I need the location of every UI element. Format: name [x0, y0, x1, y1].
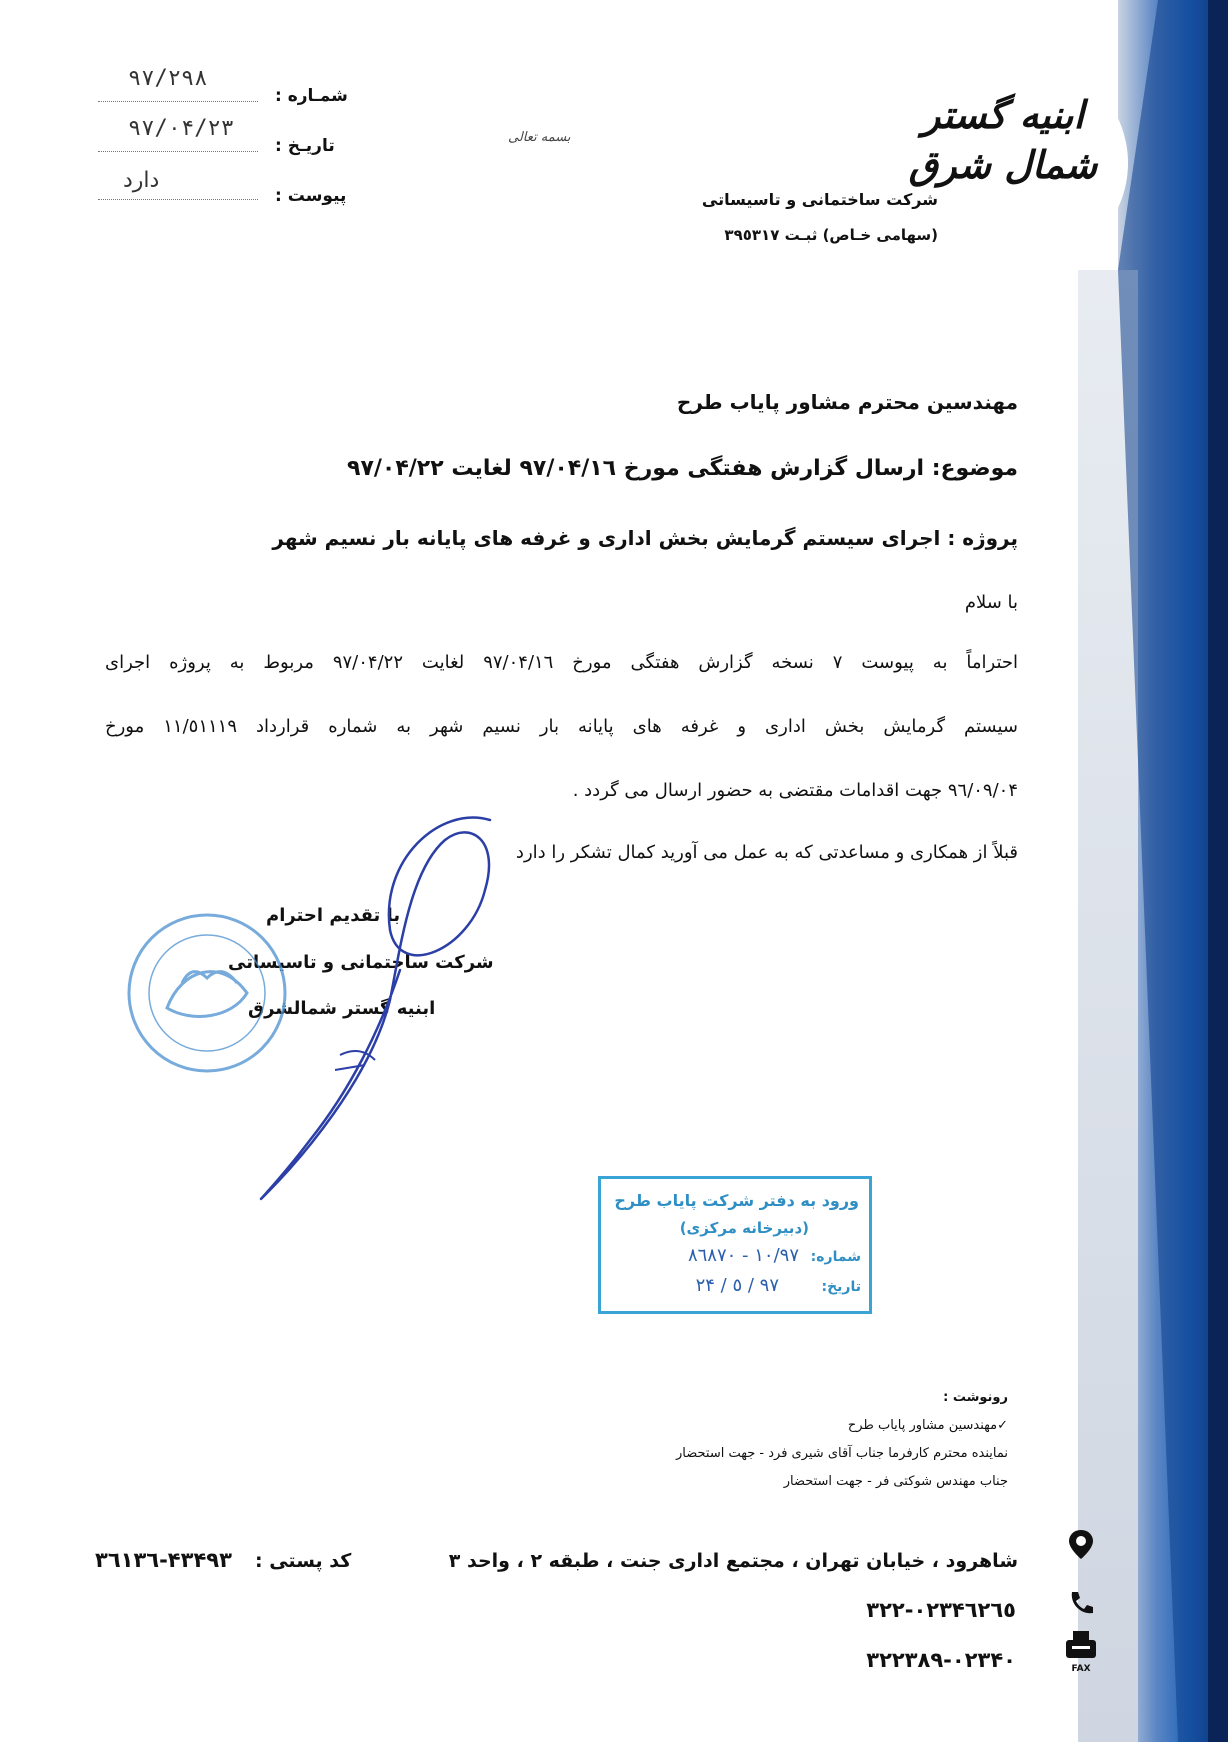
closing: با تقدیم احترام	[266, 905, 401, 926]
postal-value: ٣٦١٣٦-۴٣۴٩٣	[95, 1548, 232, 1572]
postal-label: کد پستی :	[255, 1550, 352, 1572]
body-line-2: سیستم گرمایش بخش اداری و غرفه های پایانه بار نسیم شهر به شماره قرارداد ١١/٥١١١٩ مورخ	[105, 716, 1018, 737]
sign-name: ابنیه گستر شمالشرق	[248, 998, 436, 1019]
stamp-number-label: شماره:	[810, 1249, 861, 1265]
date-label: تاریـخ :	[275, 136, 335, 156]
stamp-subtitle: (دبیرخانه مرکزی)	[679, 1219, 809, 1237]
fax-icon-label: FAX	[1071, 1664, 1091, 1674]
basmala: بسمه تعالی	[508, 130, 571, 145]
recipient: مهندسین محترم مشاور پایاب طرح	[676, 390, 1018, 414]
footer-fax: ٠٢٣-٣٢٢٣٨٩۴٠	[866, 1648, 1016, 1672]
attachment-dots	[98, 198, 258, 200]
stamp-number-value: ١٠/٩٧ - ٨٦٨٧٠	[687, 1245, 799, 1266]
attachment-label: پیوست :	[275, 186, 347, 206]
date-value: ٩٧/٠۴/٢٣	[128, 116, 234, 141]
cc-label: رونوشت :	[943, 1390, 1008, 1405]
fax-icon	[1064, 1630, 1098, 1674]
stamp-date-value: ٩٧ / ٥ / ٢۴	[695, 1275, 779, 1296]
signature	[240, 800, 520, 1220]
stamp-title: ورود به دفتر شرکت پایاب طرح	[614, 1191, 859, 1210]
thanks-line: قبلاً از همکاری و مساعدتی که به عمل می آورید کمال تشکر را دارد	[515, 842, 1018, 863]
attachment-value: دارد	[123, 168, 160, 193]
subject: موضوع: ارسال گزارش هفتگی مورخ ٩٧/٠۴/١٦ لغایت ٩٧/٠۴/٢٢	[347, 456, 1018, 481]
footer-address: شاهرود ، خیابان تهران ، مجتمع اداری جنت ، طبقه ٢ ، واحد ٣	[448, 1550, 1018, 1572]
sign-company: شرکت ساختمانی و تاسیساتی	[228, 952, 494, 973]
receipt-stamp	[598, 1176, 872, 1314]
cc-line-3: جناب مهندس شوکتی فر - جهت استحضار	[783, 1474, 1008, 1489]
body-line-3: ٩٦/٠٩/٠۴ جهت اقدامات مقتضی به حضور ارسال می گردد .	[572, 780, 1018, 801]
date-dots	[98, 150, 258, 152]
company-type: شرکت ساختمانی و تاسیساتی	[701, 190, 938, 209]
cc-line-1: ✓مهندسین مشاور پایاب طرح	[847, 1418, 1008, 1433]
company-logo: ابنیه گستر شمال شرق	[908, 92, 1098, 187]
project: پروژه : اجرای سیستم گرمایش بخش اداری و غرفه های پایانه بار نسیم شهر	[272, 526, 1018, 550]
greeting: با سلام	[964, 592, 1018, 613]
number-value: ٩٧/٢٩٨	[128, 66, 208, 91]
footer-phone: ٠٢٣-٣٢٢۴٦٢٦٥	[866, 1598, 1016, 1622]
number-dots	[98, 100, 258, 102]
company-registration: (سهامی خـاص) ثبـت ٣٩٥٣١٧	[724, 226, 938, 244]
fax-glyph	[1064, 1630, 1098, 1660]
phone-icon	[1066, 1588, 1096, 1618]
cc-line-2: نماینده محترم کارفرما جناب آقای شیری فرد - جهت استحضار	[676, 1446, 1008, 1461]
number-label: شمـاره :	[275, 86, 348, 106]
body-line-1: احتراماً به پیوست ٧ نسخه گزارش هفتگی مورخ ٩٧/٠۴/١٦ لغایت ٩٧/٠۴/٢٢ مربوط به پروژه اجرای	[105, 652, 1019, 673]
location-pin-icon	[1064, 1528, 1098, 1562]
stamp-date-label: تاریخ:	[821, 1279, 861, 1295]
